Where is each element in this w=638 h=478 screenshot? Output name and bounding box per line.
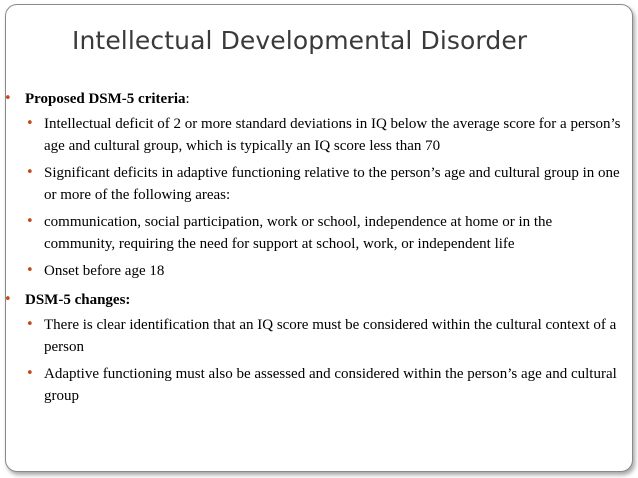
list-item: [0, 314, 630, 358]
section-heading-changes: [0, 289, 630, 311]
bullet-icon: •: [26, 214, 34, 229]
bullet-icon: •: [26, 165, 34, 180]
list-item-text: Onset before age 18: [44, 263, 165, 279]
slide-content: [0, 88, 630, 412]
list-item-text: Significant deficits in adaptive functioning relative to the person’s age and cultural group in one or more of the following areas:: [44, 165, 620, 203]
list-item-text: communication, social participation, work or school, independence at home or in the community, requiring the need for support at school, work, or independent life: [44, 214, 553, 252]
list-item: [0, 211, 630, 255]
list-item: [0, 113, 630, 157]
section-heading-suffix: :: [185, 91, 190, 107]
list-item: [0, 162, 630, 206]
bullet-icon: •: [26, 317, 34, 332]
list-item-text: Intellectual deficit of 2 or more standard deviations in IQ below the average score for a person’s age and cultural group, which is typically an IQ score less than 70: [44, 116, 621, 154]
bullet-icon: •: [26, 366, 34, 381]
list-item-text: Adaptive functioning must also be assessed and considered within the person’s age and cultural group: [44, 366, 617, 404]
list-item: [0, 260, 630, 282]
slide-title: Intellectual Developmental Disorder: [72, 26, 528, 55]
bullet-icon: •: [26, 263, 34, 278]
section-heading-criteria: [0, 88, 630, 110]
section-heading-text: Proposed DSM-5 criteria: [25, 91, 186, 107]
bullet-icon: •: [4, 91, 12, 106]
section-heading-text: DSM-5 changes:: [25, 292, 131, 308]
bullet-icon: •: [26, 116, 34, 131]
list-item: [0, 363, 630, 407]
bullet-icon: •: [4, 292, 12, 307]
list-item-text: There is clear identification that an IQ score must be considered within the cultural context of a person: [44, 317, 617, 355]
